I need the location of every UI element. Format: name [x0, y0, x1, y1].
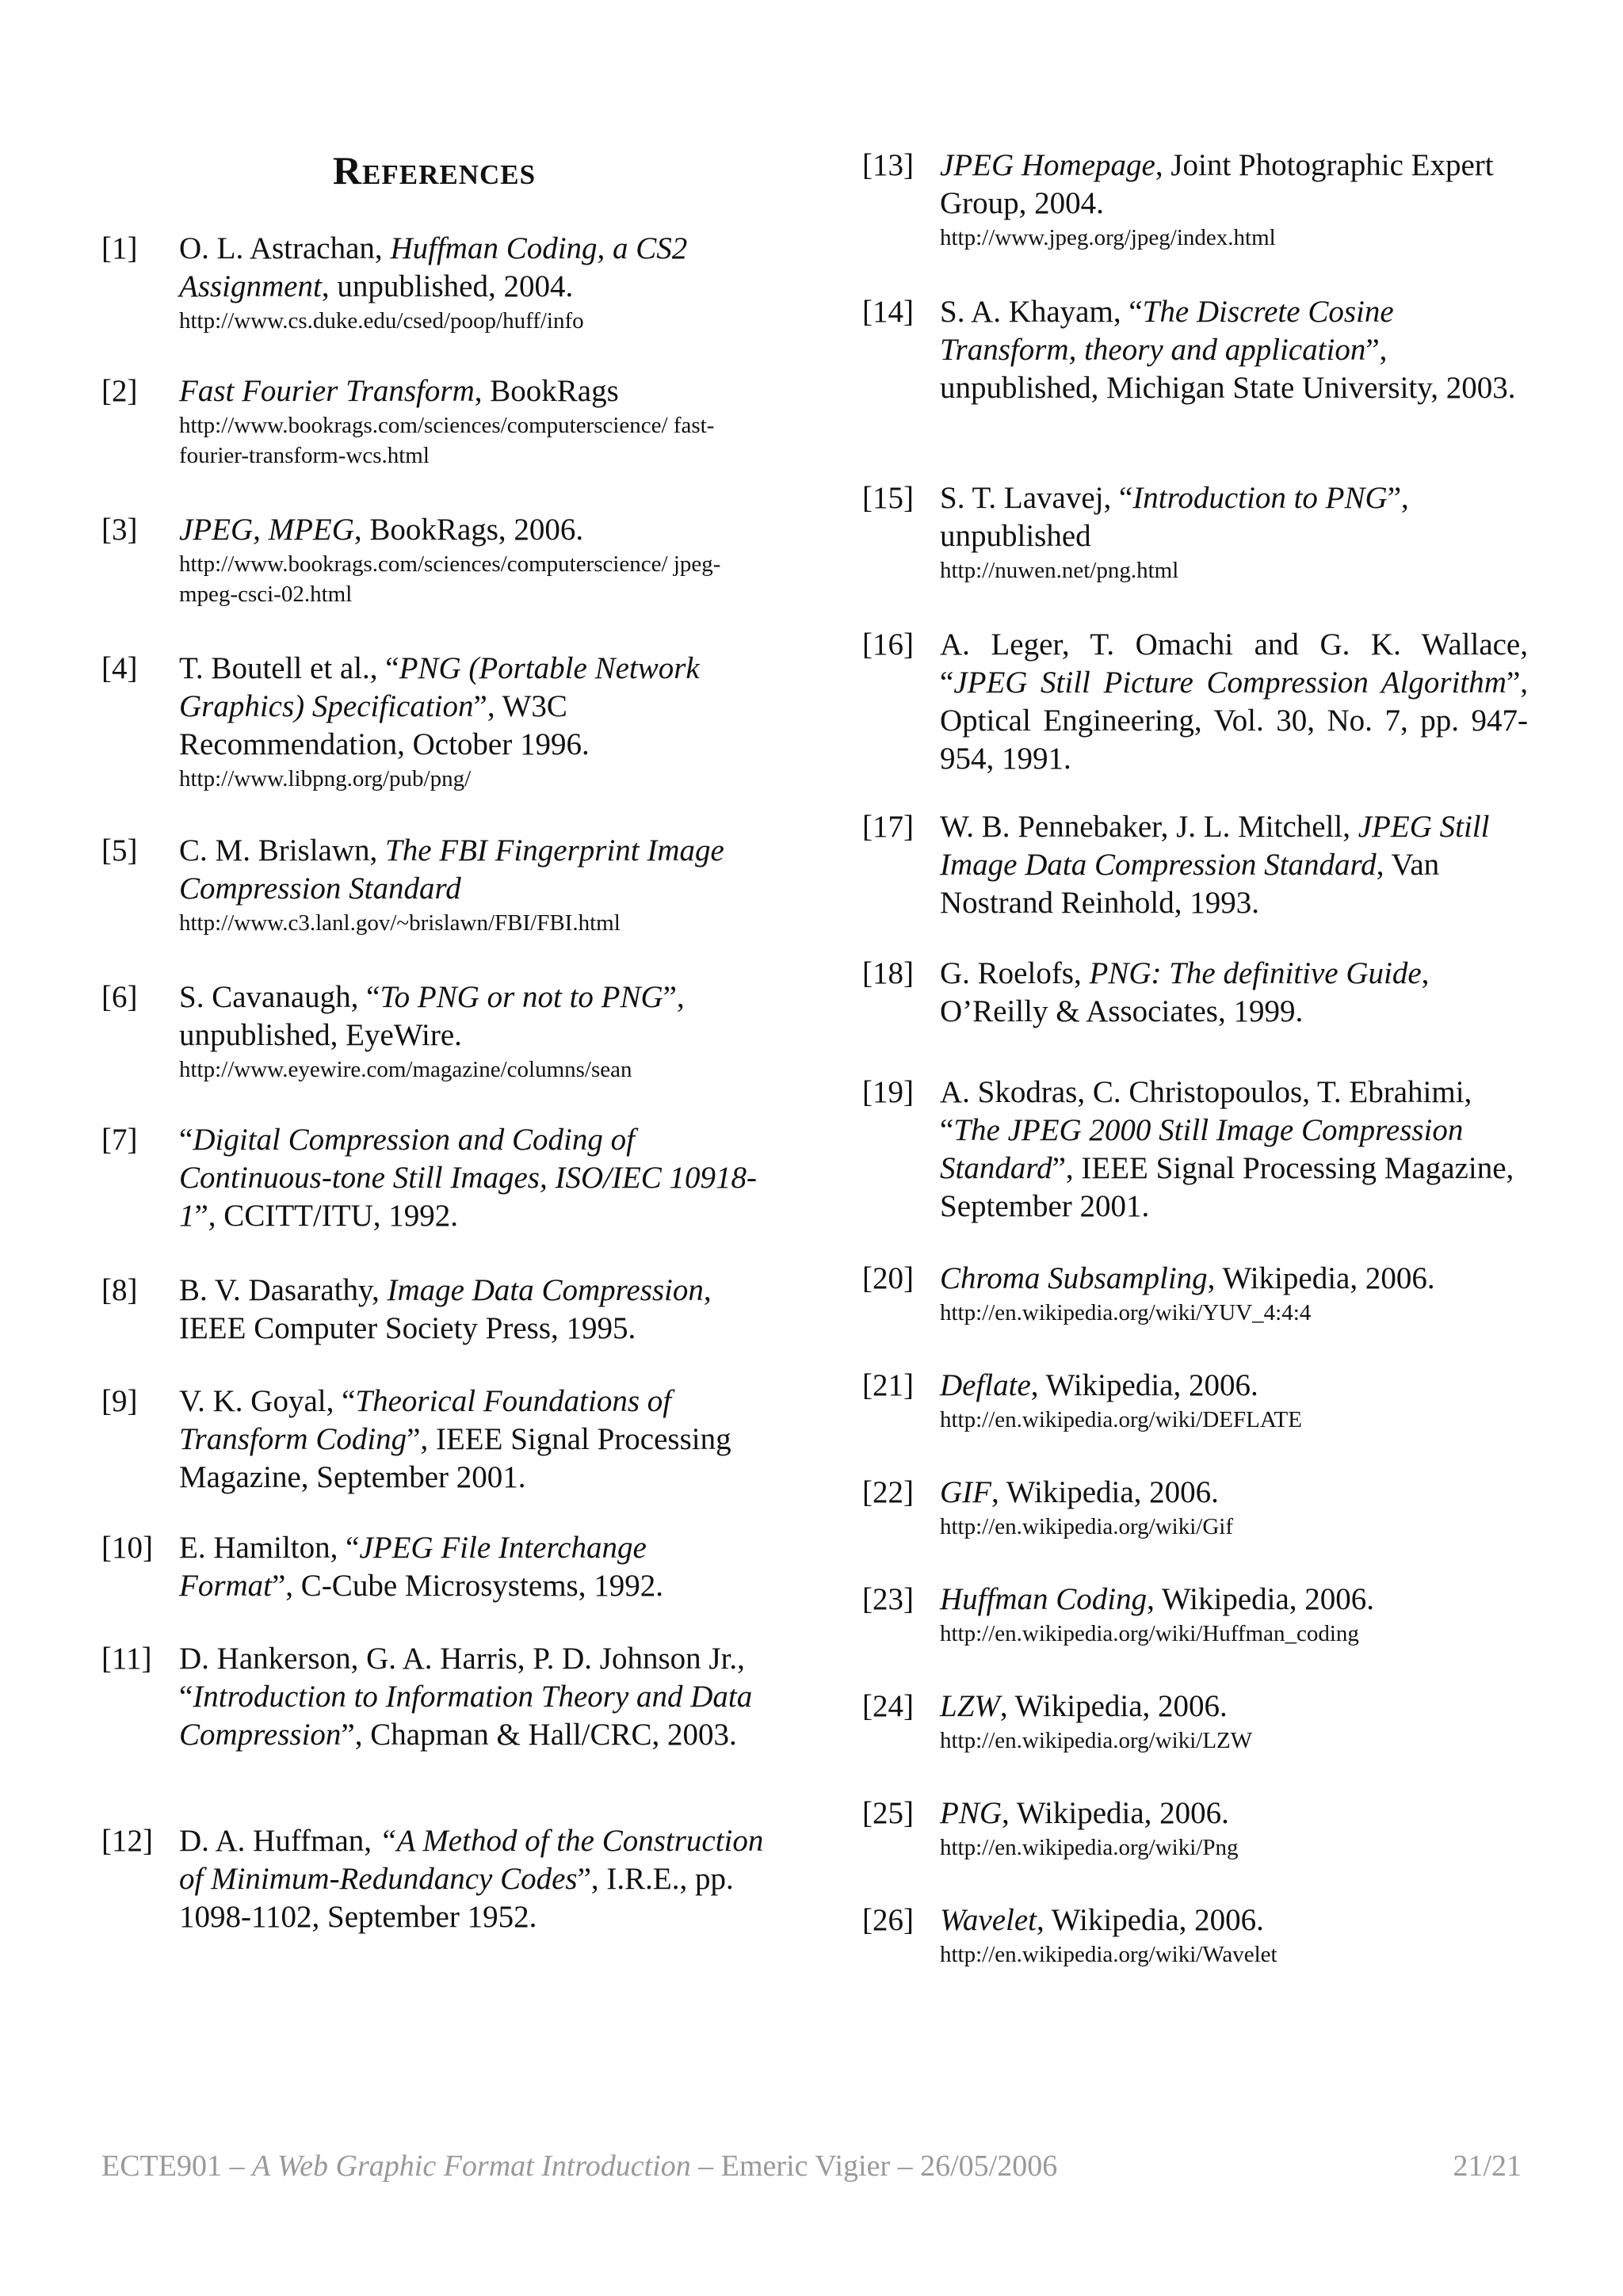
reference-url-link[interactable]: http://www.libpng.org/pub/png/: [179, 766, 472, 791]
reference-publication: , unpublished, 2004.: [321, 269, 574, 303]
reference-publication: , Joint Photographic Expert Group, 2004.: [940, 148, 1494, 220]
reference-title: JPEG Homepage: [940, 148, 1155, 182]
reference-url-link[interactable]: http://en.wikipedia.org/wiki/YUV_4:4:4: [940, 1300, 1312, 1325]
reference-item: [101, 650, 767, 794]
reference-title: JPEG, MPEG: [179, 513, 354, 547]
reference-item: [862, 479, 1528, 585]
reference-publication: , BookRags: [474, 374, 619, 408]
reference-authors: A. Skodras, C. Christopoulos, T. Ebrahimi, “: [940, 1075, 1472, 1147]
reference-text: [940, 479, 1528, 585]
reference-publication: ”, CCITT/ITU, 1992.: [194, 1199, 459, 1233]
reference-publication: , Wikipedia, 2006.: [1037, 1903, 1264, 1937]
reference-number: [23]: [862, 1582, 914, 1616]
reference-title: JPEG File Interchange Format: [179, 1531, 647, 1603]
reference-authors: E. Hamilton, “: [179, 1531, 360, 1565]
reference-text: [179, 230, 767, 336]
reference-url-link[interactable]: http://en.wikipedia.org/wiki/Gif: [940, 1514, 1233, 1539]
reference-item: [101, 511, 767, 609]
reference-item: [101, 978, 767, 1085]
reference-item: [862, 147, 1528, 253]
reference-text: [940, 1074, 1528, 1226]
reference-authors: “: [179, 1123, 193, 1157]
reference-title: PNG: The definitive Guide: [1089, 956, 1422, 990]
reference-number: [10]: [101, 1531, 153, 1565]
reference-url-link[interactable]: http://www.bookrags.com/sciences/computerscience/ fast-fourier-transform-wcs.html: [179, 413, 715, 468]
reference-item: [101, 372, 767, 471]
reference-number: [13]: [862, 148, 914, 182]
reference-item: [862, 1074, 1528, 1226]
reference-text: [179, 650, 767, 794]
reference-url-link[interactable]: http://www.cs.duke.edu/csed/poop/huff/info: [179, 308, 584, 334]
reference-authors: W. B. Pennebaker, J. L. Mitchell,: [940, 810, 1358, 844]
reference-title: To PNG or not to PNG: [380, 980, 663, 1014]
reference-url-link[interactable]: http://en.wikipedia.org/wiki/Huffman_coding: [940, 1621, 1359, 1646]
page-number: 21/21: [1453, 2149, 1522, 2183]
reference-publication: ”, I.R.E., pp. 1098-1102, September 1952.: [179, 1862, 734, 1934]
reference-item: [101, 1383, 767, 1497]
reference-authors: T. Boutell et al., “: [179, 651, 399, 685]
reference-url-link[interactable]: http://en.wikipedia.org/wiki/Png: [940, 1835, 1239, 1860]
reference-publication: , O’Reilly & Associates, 1999.: [940, 956, 1430, 1028]
reference-text: [179, 1121, 767, 1235]
reference-item: [862, 955, 1528, 1031]
reference-text: [179, 1272, 767, 1348]
reference-authors: S. Cavanaugh, “: [179, 980, 380, 1014]
reference-publication: ”, IEEE Signal Processing Magazine, September 2001.: [940, 1151, 1514, 1223]
reference-item: [862, 1688, 1528, 1756]
reference-item: [101, 832, 767, 938]
reference-item: [862, 1367, 1528, 1435]
reference-publication: ”, unpublished: [940, 481, 1409, 553]
reference-publication: , Van Nostrand Reinhold, 1993.: [940, 848, 1440, 920]
reference-authors: D. Hankerson, G. A. Harris, P. D. Johnson Jr., “: [179, 1642, 745, 1714]
reference-title: “A Method of the Construction of Minimum-Redundancy Codes: [179, 1824, 764, 1896]
reference-publication: , Wikipedia, 2006.: [1002, 1796, 1229, 1830]
reference-number: [5]: [101, 833, 138, 868]
reference-text: [179, 372, 767, 471]
reference-text: [179, 1529, 767, 1605]
reference-number: [12]: [101, 1824, 153, 1858]
reference-url-link[interactable]: http://www.jpeg.org/jpeg/index.html: [940, 225, 1276, 250]
reference-authors: S. T. Lavavej, “: [940, 481, 1133, 515]
reference-url-link[interactable]: http://www.bookrags.com/sciences/computerscience/ jpeg-mpeg-csci-02.html: [179, 551, 721, 607]
reference-item: [862, 1581, 1528, 1649]
reference-url-link[interactable]: http://en.wikipedia.org/wiki/DEFLATE: [940, 1407, 1302, 1432]
reference-title: Image Data Compression: [387, 1273, 704, 1307]
reference-title: Introduction to Information Theory and Data Compression: [179, 1680, 753, 1752]
reference-item: [862, 1901, 1528, 1970]
reference-number: [24]: [862, 1689, 914, 1723]
reference-number: [20]: [862, 1261, 914, 1295]
reference-publication: , Wikipedia, 2006.: [991, 1475, 1219, 1509]
reference-title: Wavelet: [940, 1903, 1037, 1937]
reference-publication: ”, Optical Engineering, Vol. 30, No. 7, pp. 947-954, 1991.: [940, 666, 1528, 776]
reference-title: Introduction to PNG: [1132, 481, 1388, 515]
reference-text: [940, 1367, 1528, 1435]
reference-text: [179, 1383, 767, 1497]
reference-title: Chroma Subsampling: [940, 1261, 1208, 1295]
reference-url-link[interactable]: http://www.c3.lanl.gov/~brislawn/FBI/FBI.html: [179, 910, 621, 936]
footer-course: ECTE901 –: [101, 2149, 252, 2183]
reference-url-link[interactable]: http://en.wikipedia.org/wiki/Wavelet: [940, 1942, 1277, 1967]
reference-text: [940, 147, 1528, 253]
reference-authors: V. K. Goyal, “: [179, 1384, 356, 1418]
reference-text: [940, 1794, 1528, 1863]
reference-title: Deflate: [940, 1368, 1031, 1402]
reference-title: The FBI Fingerprint Image Compression Standard: [179, 833, 724, 906]
reference-title: Huffman Coding: [940, 1582, 1148, 1616]
reference-number: [19]: [862, 1075, 914, 1109]
reference-item: [101, 1121, 767, 1235]
reference-publication: ”, unpublished, EyeWire.: [179, 980, 685, 1052]
reference-number: [14]: [862, 295, 914, 329]
reference-item: [862, 626, 1528, 778]
reference-item: [862, 1794, 1528, 1863]
reference-publication: ”, Chapman & Hall/CRC, 2003.: [341, 1718, 737, 1752]
reference-title: The Discrete Cosine Transform, theory and application: [940, 295, 1394, 367]
page-footer: [101, 2147, 1522, 2185]
reference-number: [16]: [862, 627, 914, 662]
reference-text: [179, 978, 767, 1085]
reference-title: LZW: [940, 1689, 1000, 1723]
reference-text: [179, 1640, 767, 1754]
reference-publication: , Wikipedia, 2006.: [1147, 1582, 1375, 1616]
reference-title: Huffman Coding, a CS2 Assignment: [179, 231, 688, 303]
reference-publication: ”, IEEE Signal Processing Magazine, September 2001.: [179, 1422, 731, 1494]
reference-title: PNG (Portable Network Graphics) Specification: [179, 651, 700, 723]
reference-text: [940, 1474, 1528, 1542]
reference-title: Digital Compression and Coding of Continuous-tone Still Images, ISO/IEC 10918-1: [179, 1123, 758, 1233]
reference-number: [1]: [101, 231, 138, 265]
reference-item: [862, 1260, 1528, 1328]
reference-text: [940, 293, 1528, 407]
reference-text: [940, 1901, 1528, 1970]
reference-url-link[interactable]: http://www.eyewire.com/magazine/columns/sean: [179, 1057, 632, 1082]
reference-text: [179, 832, 767, 938]
reference-publication: ”, unpublished, Michigan State University, 2003.: [940, 333, 1516, 405]
reference-item: [862, 808, 1528, 922]
reference-url-link[interactable]: http://en.wikipedia.org/wiki/LZW: [940, 1728, 1253, 1753]
reference-number: [17]: [862, 810, 914, 844]
reference-item: [862, 1474, 1528, 1542]
reference-text: [940, 1260, 1528, 1328]
reference-publication: , BookRags, 2006.: [353, 513, 584, 547]
reference-number: [25]: [862, 1796, 914, 1830]
footer-author-date: – Emeric Vigier – 26/05/2006: [690, 2149, 1058, 2183]
reference-authors: O. L. Astrachan,: [179, 231, 391, 265]
reference-number: [6]: [101, 980, 138, 1014]
reference-text: [940, 955, 1528, 1031]
reference-text: [940, 808, 1528, 922]
reference-item: [101, 1640, 767, 1754]
reference-number: [21]: [862, 1368, 914, 1402]
reference-number: [11]: [101, 1642, 152, 1676]
reference-publication: , Wikipedia, 2006.: [1030, 1368, 1258, 1402]
reference-publication: , Wikipedia, 2006.: [999, 1689, 1228, 1723]
reference-authors: A. Leger, T. Omachi and G. K. Wallace, “: [940, 627, 1528, 700]
reference-title: GIF: [940, 1475, 991, 1509]
reference-publication: ”, C-Cube Microsystems, 1992.: [272, 1569, 663, 1603]
reference-text: [179, 511, 767, 609]
reference-number: [4]: [101, 651, 138, 685]
reference-publication: , IEEE Computer Society Press, 1995.: [179, 1273, 712, 1345]
reference-item: [101, 1272, 767, 1348]
reference-item: [101, 1822, 767, 1936]
reference-authors: S. A. Khayam, “: [940, 295, 1143, 329]
reference-authors: D. A. Huffman,: [179, 1824, 380, 1858]
reference-number: [15]: [862, 481, 914, 515]
reference-text: [940, 1688, 1528, 1756]
reference-item: [101, 230, 767, 336]
reference-number: [2]: [101, 374, 138, 408]
reference-number: [8]: [101, 1273, 138, 1307]
reference-publication: ”, W3C Recommendation, October 1996.: [179, 689, 590, 761]
reference-title: Theorical Foundations of Transform Coding: [179, 1384, 672, 1456]
reference-item: [101, 1529, 767, 1605]
reference-title: JPEG Still Image Data Compression Standard: [940, 810, 1490, 882]
reference-text: [940, 1581, 1528, 1649]
reference-authors: B. V. Dasarathy,: [179, 1273, 388, 1307]
reference-number: [9]: [101, 1384, 138, 1418]
reference-title: Fast Fourier Transform: [179, 374, 475, 408]
footer-title: A Web Graphic Format Introduction: [251, 2149, 691, 2183]
reference-number: [22]: [862, 1475, 914, 1509]
reference-authors: G. Roelofs,: [940, 956, 1090, 990]
reference-title: PNG: [940, 1796, 1002, 1830]
reference-title: JPEG Still Picture Compression Algorithm: [953, 666, 1507, 700]
reference-number: [7]: [101, 1123, 138, 1157]
reference-url-link[interactable]: http://nuwen.net/png.html: [940, 558, 1179, 583]
reference-title: The JPEG 2000 Still Image Compression Standard: [940, 1113, 1464, 1185]
reference-number: [26]: [862, 1903, 914, 1937]
reference-number: [3]: [101, 513, 138, 547]
reference-item: [862, 293, 1528, 407]
reference-text: [940, 626, 1528, 778]
reference-number: [18]: [862, 956, 914, 990]
reference-authors: C. M. Brislawn,: [179, 833, 386, 868]
references-heading: References: [332, 148, 537, 193]
reference-publication: , Wikipedia, 2006.: [1207, 1261, 1435, 1295]
reference-text: [179, 1822, 767, 1936]
